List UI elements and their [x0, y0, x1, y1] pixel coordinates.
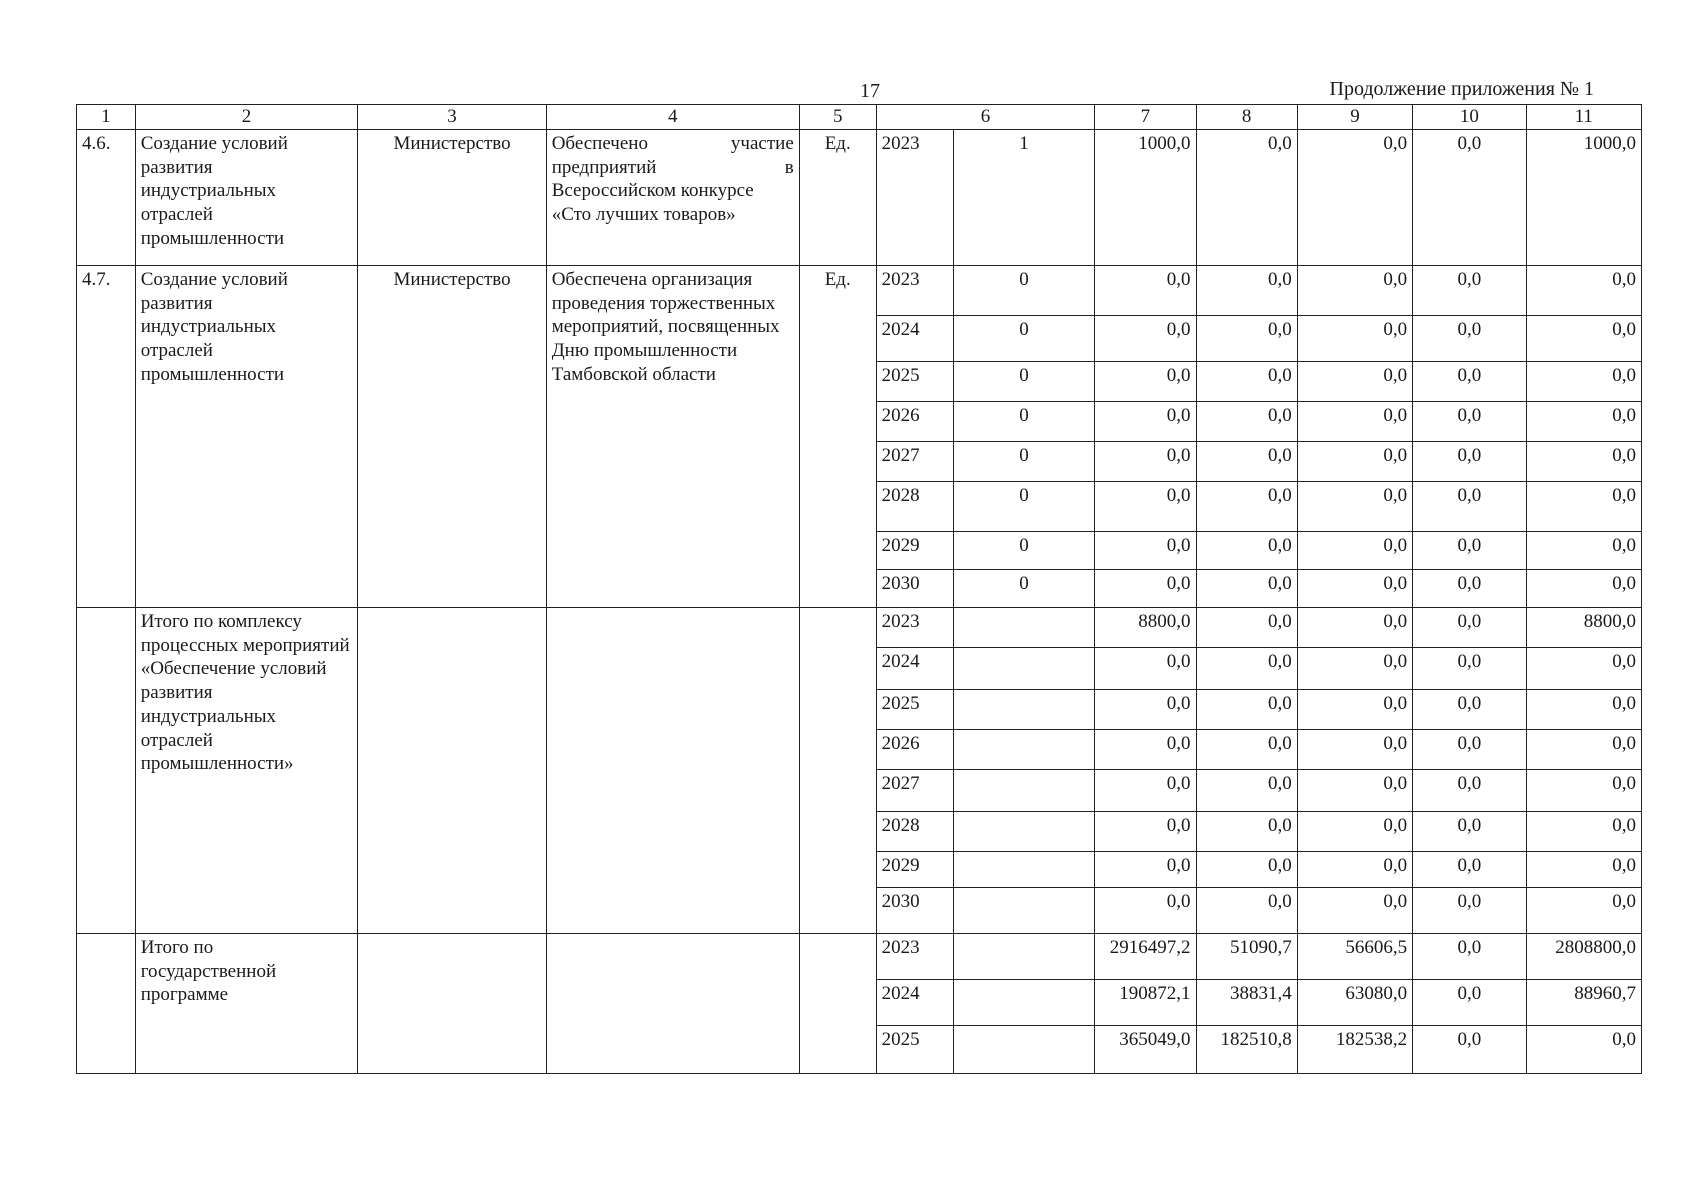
- total-funding-cell: 0,0: [1095, 481, 1196, 531]
- year-cell: 2025: [876, 361, 953, 401]
- year-cell: 2023: [876, 129, 953, 265]
- indicator-value-cell: [953, 851, 1095, 887]
- extrabudget-cell: 0,0: [1526, 569, 1641, 607]
- local-budget-cell: 0,0: [1413, 729, 1526, 769]
- result-cell: Обеспечена организация проведения торжественных мероприятий, посвященных Дню промышленности Тамбовской области: [546, 265, 799, 607]
- local-budget-cell: 0,0: [1413, 401, 1526, 441]
- year-cell: 2030: [876, 887, 953, 933]
- local-budget-cell: 0,0: [1413, 569, 1526, 607]
- regional-budget-cell: 0,0: [1297, 887, 1412, 933]
- total-funding-cell: 1000,0: [1095, 129, 1196, 265]
- result-cell: [546, 933, 799, 1073]
- extrabudget-cell: 0,0: [1526, 811, 1641, 851]
- year-cell: 2024: [876, 315, 953, 361]
- total-funding-cell: 0,0: [1095, 569, 1196, 607]
- federal-budget-cell: 0,0: [1196, 265, 1297, 315]
- header-cell: 4: [546, 105, 799, 130]
- indicator-value-cell: [953, 689, 1095, 729]
- total-funding-cell: 0,0: [1095, 887, 1196, 933]
- total-funding-cell: 0,0: [1095, 265, 1196, 315]
- total-funding-cell: 0,0: [1095, 769, 1196, 811]
- measure-name-cell: Итого по комплексу процессных мероприятий «Обеспечение условий развития индустриальных отраслей промышленности»: [135, 607, 358, 933]
- result-text: участие: [730, 132, 794, 154]
- responsible-cell: [358, 933, 546, 1073]
- regional-budget-cell: 0,0: [1297, 401, 1412, 441]
- total-funding-cell: 365049,0: [1095, 1025, 1196, 1073]
- local-budget-cell: 0,0: [1413, 607, 1526, 647]
- federal-budget-cell: 0,0: [1196, 851, 1297, 887]
- year-cell: 2030: [876, 569, 953, 607]
- header-cell: 2: [135, 105, 358, 130]
- local-budget-cell: 0,0: [1413, 979, 1526, 1025]
- result-text: в: [784, 156, 794, 178]
- indicator-value-cell: 0: [953, 569, 1095, 607]
- indicator-value-cell: [953, 811, 1095, 851]
- row-number-cell: [77, 933, 136, 1073]
- federal-budget-cell: 182510,8: [1196, 1025, 1297, 1073]
- result-text: предприятий: [551, 156, 657, 178]
- federal-budget-cell: 38831,4: [1196, 979, 1297, 1025]
- indicator-value-cell: [953, 729, 1095, 769]
- regional-budget-cell: 56606,5: [1297, 933, 1412, 979]
- extrabudget-cell: 0,0: [1526, 851, 1641, 887]
- year-cell: 2027: [876, 441, 953, 481]
- extrabudget-cell: 0,0: [1526, 361, 1641, 401]
- local-budget-cell: 0,0: [1413, 129, 1526, 265]
- table-row: [77, 265, 1642, 315]
- federal-budget-cell: 0,0: [1196, 129, 1297, 265]
- header-row: [77, 105, 1642, 130]
- unit-cell: Ед.: [799, 265, 876, 607]
- total-funding-cell: 190872,1: [1095, 979, 1196, 1025]
- responsible-cell: [358, 607, 546, 933]
- year-cell: 2028: [876, 481, 953, 531]
- unit-cell: Ед.: [799, 129, 876, 265]
- year-cell: 2023: [876, 607, 953, 647]
- program-table: [76, 104, 1642, 1074]
- indicator-value-cell: 0: [953, 441, 1095, 481]
- year-cell: 2027: [876, 769, 953, 811]
- result-cell: [546, 607, 799, 933]
- total-funding-cell: 2916497,2: [1095, 933, 1196, 979]
- regional-budget-cell: 63080,0: [1297, 979, 1412, 1025]
- extrabudget-cell: 0,0: [1526, 887, 1641, 933]
- table-row: [77, 129, 1642, 265]
- total-funding-cell: 0,0: [1095, 441, 1196, 481]
- regional-budget-cell: 0,0: [1297, 851, 1412, 887]
- unit-cell: [799, 607, 876, 933]
- local-budget-cell: 0,0: [1413, 887, 1526, 933]
- federal-budget-cell: 0,0: [1196, 769, 1297, 811]
- local-budget-cell: 0,0: [1413, 441, 1526, 481]
- row-number-cell: 4.6.: [77, 129, 136, 265]
- header-cell: 9: [1297, 105, 1412, 130]
- year-cell: 2026: [876, 401, 953, 441]
- year-cell: 2026: [876, 729, 953, 769]
- regional-budget-cell: 0,0: [1297, 441, 1412, 481]
- indicator-value-cell: [953, 933, 1095, 979]
- regional-budget-cell: 0,0: [1297, 607, 1412, 647]
- federal-budget-cell: 0,0: [1196, 531, 1297, 569]
- extrabudget-cell: 8800,0: [1526, 607, 1641, 647]
- indicator-value-cell: [953, 1025, 1095, 1073]
- regional-budget-cell: 0,0: [1297, 569, 1412, 607]
- federal-budget-cell: 0,0: [1196, 729, 1297, 769]
- header-cell: 8: [1196, 105, 1297, 130]
- extrabudget-cell: 0,0: [1526, 401, 1641, 441]
- total-funding-cell: 0,0: [1095, 531, 1196, 569]
- local-budget-cell: 0,0: [1413, 315, 1526, 361]
- page-number: 17: [860, 80, 880, 102]
- indicator-value-cell: 0: [953, 531, 1095, 569]
- regional-budget-cell: 0,0: [1297, 129, 1412, 265]
- header-cell: 3: [358, 105, 546, 130]
- header-cell: 6: [876, 105, 1095, 130]
- appendix-continuation-label: Продолжение приложения № 1: [1329, 78, 1594, 100]
- extrabudget-cell: 0,0: [1526, 481, 1641, 531]
- table-row: [77, 607, 1642, 647]
- extrabudget-cell: 0,0: [1526, 315, 1641, 361]
- year-cell: 2028: [876, 811, 953, 851]
- indicator-value-cell: 0: [953, 481, 1095, 531]
- responsible-cell: Министерство: [358, 265, 546, 607]
- header-cell: 1: [77, 105, 136, 130]
- federal-budget-cell: 0,0: [1196, 689, 1297, 729]
- regional-budget-cell: 0,0: [1297, 531, 1412, 569]
- year-cell: 2023: [876, 265, 953, 315]
- local-budget-cell: 0,0: [1413, 1025, 1526, 1073]
- local-budget-cell: 0,0: [1413, 851, 1526, 887]
- header-cell: 10: [1413, 105, 1526, 130]
- local-budget-cell: 0,0: [1413, 361, 1526, 401]
- local-budget-cell: 0,0: [1413, 531, 1526, 569]
- local-budget-cell: 0,0: [1413, 769, 1526, 811]
- year-cell: 2023: [876, 933, 953, 979]
- year-cell: 2025: [876, 1025, 953, 1073]
- federal-budget-cell: 0,0: [1196, 315, 1297, 361]
- row-number-cell: 4.7.: [77, 265, 136, 607]
- result-text: Всероссийском конкурсе «Сто лучших товаров»: [551, 180, 754, 225]
- indicator-value-cell: [953, 607, 1095, 647]
- regional-budget-cell: 0,0: [1297, 689, 1412, 729]
- table-row: [77, 933, 1642, 979]
- extrabudget-cell: 88960,7: [1526, 979, 1641, 1025]
- measure-name-cell: Итого по государственной программе: [135, 933, 358, 1073]
- year-cell: 2029: [876, 531, 953, 569]
- federal-budget-cell: 0,0: [1196, 441, 1297, 481]
- result-cell: [546, 129, 799, 265]
- extrabudget-cell: 0,0: [1526, 689, 1641, 729]
- regional-budget-cell: 0,0: [1297, 361, 1412, 401]
- federal-budget-cell: 0,0: [1196, 361, 1297, 401]
- local-budget-cell: 0,0: [1413, 265, 1526, 315]
- year-cell: 2024: [876, 979, 953, 1025]
- total-funding-cell: 8800,0: [1095, 607, 1196, 647]
- extrabudget-cell: 0,0: [1526, 531, 1641, 569]
- indicator-value-cell: [953, 769, 1095, 811]
- total-funding-cell: 0,0: [1095, 811, 1196, 851]
- measure-name-cell: Создание условий развития индустриальных отраслей промышленности: [135, 129, 358, 265]
- indicator-value-cell: [953, 887, 1095, 933]
- federal-budget-cell: 0,0: [1196, 647, 1297, 689]
- indicator-value-cell: 0: [953, 315, 1095, 361]
- year-cell: 2025: [876, 689, 953, 729]
- local-budget-cell: 0,0: [1413, 689, 1526, 729]
- regional-budget-cell: 0,0: [1297, 811, 1412, 851]
- local-budget-cell: 0,0: [1413, 481, 1526, 531]
- year-cell: 2029: [876, 851, 953, 887]
- federal-budget-cell: 0,0: [1196, 811, 1297, 851]
- extrabudget-cell: 0,0: [1526, 1025, 1641, 1073]
- extrabudget-cell: 0,0: [1526, 729, 1641, 769]
- regional-budget-cell: 0,0: [1297, 265, 1412, 315]
- year-cell: 2024: [876, 647, 953, 689]
- indicator-value-cell: 0: [953, 361, 1095, 401]
- federal-budget-cell: 0,0: [1196, 887, 1297, 933]
- regional-budget-cell: 0,0: [1297, 729, 1412, 769]
- regional-budget-cell: 0,0: [1297, 769, 1412, 811]
- federal-budget-cell: 0,0: [1196, 401, 1297, 441]
- extrabudget-cell: 0,0: [1526, 769, 1641, 811]
- header-cell: 5: [799, 105, 876, 130]
- total-funding-cell: 0,0: [1095, 851, 1196, 887]
- federal-budget-cell: 51090,7: [1196, 933, 1297, 979]
- local-budget-cell: 0,0: [1413, 647, 1526, 689]
- regional-budget-cell: 182538,2: [1297, 1025, 1412, 1073]
- extrabudget-cell: 0,0: [1526, 441, 1641, 481]
- total-funding-cell: 0,0: [1095, 401, 1196, 441]
- local-budget-cell: 0,0: [1413, 933, 1526, 979]
- regional-budget-cell: 0,0: [1297, 481, 1412, 531]
- header-cell: 7: [1095, 105, 1196, 130]
- regional-budget-cell: 0,0: [1297, 647, 1412, 689]
- total-funding-cell: 0,0: [1095, 689, 1196, 729]
- local-budget-cell: 0,0: [1413, 811, 1526, 851]
- responsible-cell: Министерство: [358, 129, 546, 265]
- extrabudget-cell: 0,0: [1526, 265, 1641, 315]
- total-funding-cell: 0,0: [1095, 361, 1196, 401]
- federal-budget-cell: 0,0: [1196, 607, 1297, 647]
- indicator-value-cell: [953, 647, 1095, 689]
- federal-budget-cell: 0,0: [1196, 569, 1297, 607]
- total-funding-cell: 0,0: [1095, 729, 1196, 769]
- extrabudget-cell: 2808800,0: [1526, 933, 1641, 979]
- result-text: Обеспечено: [551, 132, 648, 154]
- indicator-value-cell: 0: [953, 265, 1095, 315]
- unit-cell: [799, 933, 876, 1073]
- extrabudget-cell: 0,0: [1526, 647, 1641, 689]
- indicator-value-cell: 0: [953, 401, 1095, 441]
- header-cell: 11: [1526, 105, 1641, 130]
- total-funding-cell: 0,0: [1095, 647, 1196, 689]
- extrabudget-cell: 1000,0: [1526, 129, 1641, 265]
- row-number-cell: [77, 607, 136, 933]
- indicator-value-cell: 1: [953, 129, 1095, 265]
- indicator-value-cell: [953, 979, 1095, 1025]
- federal-budget-cell: 0,0: [1196, 481, 1297, 531]
- measure-name-cell: Создание условий развития индустриальных отраслей промышленности: [135, 265, 358, 607]
- total-funding-cell: 0,0: [1095, 315, 1196, 361]
- regional-budget-cell: 0,0: [1297, 315, 1412, 361]
